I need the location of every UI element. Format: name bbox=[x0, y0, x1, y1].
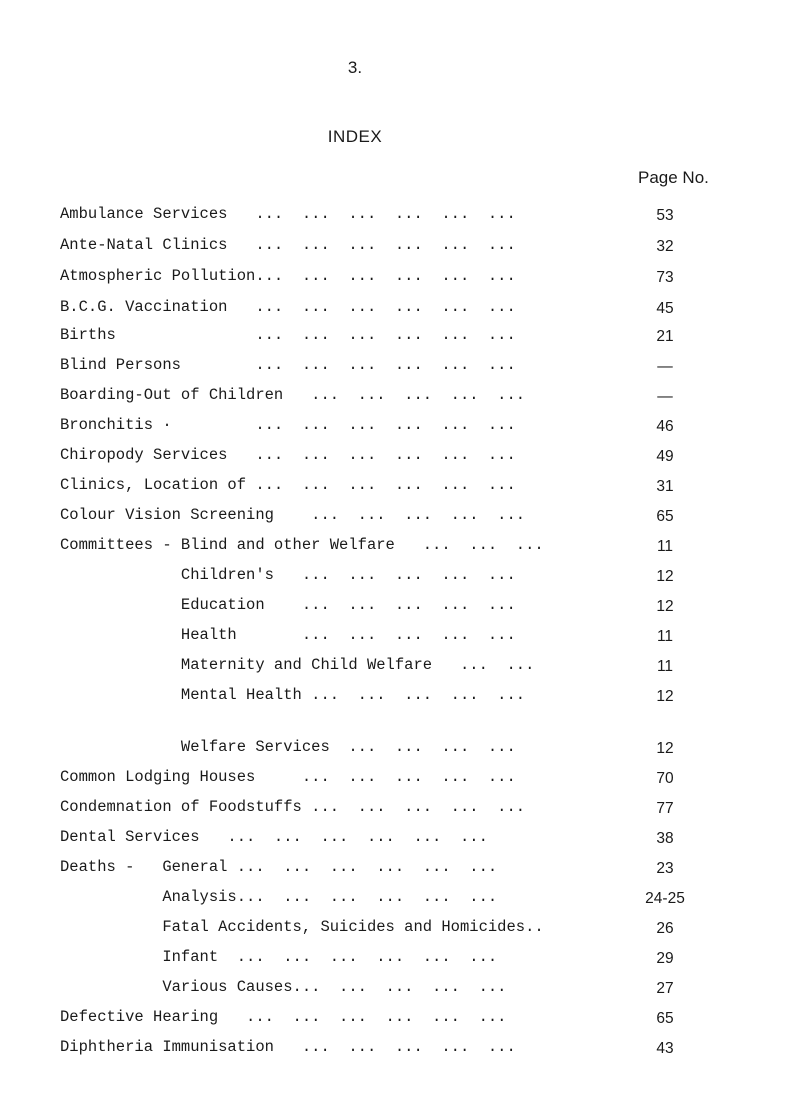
index-entry bbox=[0, 798, 800, 824]
entry-label: Analysis... ... ... ... ... ... bbox=[60, 888, 498, 906]
entry-label: Bronchitis · ... ... ... ... ... ... bbox=[60, 416, 516, 434]
index-entry bbox=[0, 918, 800, 944]
entry-label: Various Causes... ... ... ... ... bbox=[60, 978, 507, 996]
entry-label: Chiropody Services ... ... ... ... ... ... bbox=[60, 446, 516, 464]
entry-label: Clinics, Location of ... ... ... ... ... ... bbox=[60, 476, 516, 494]
entry-label: Deaths - General ... ... ... ... ... ... bbox=[60, 858, 498, 876]
entry-label: Diphtheria Immunisation ... ... ... ... ... bbox=[60, 1038, 516, 1056]
entry-page: 38 bbox=[656, 830, 674, 847]
entry-page: 12 bbox=[656, 598, 674, 615]
page-column-header: Page No. bbox=[638, 168, 709, 187]
entry-label: Boarding-Out of Children ... ... ... ... ... bbox=[60, 386, 526, 404]
entry-label: Infant ... ... ... ... ... ... bbox=[60, 948, 498, 966]
index-entry bbox=[0, 738, 800, 764]
index-entry bbox=[0, 536, 800, 562]
entry-label: Committees - Blind and other Welfare ... ... ... bbox=[60, 536, 544, 554]
index-entry bbox=[0, 446, 800, 472]
entry-label: Defective Hearing ... ... ... ... ... ... bbox=[60, 1008, 507, 1026]
index-entry bbox=[0, 686, 800, 712]
entry-label: Births ... ... ... ... ... ... bbox=[60, 326, 516, 344]
index-entry bbox=[0, 326, 800, 352]
entry-label: B.C.G. Vaccination ... ... ... ... ... ... bbox=[60, 298, 516, 316]
index-entry bbox=[0, 596, 800, 622]
entry-label: Mental Health ... ... ... ... ... bbox=[60, 686, 526, 704]
entry-page: 49 bbox=[656, 448, 674, 465]
entry-page: 31 bbox=[656, 478, 674, 495]
entry-label: Colour Vision Screening ... ... ... ... ... bbox=[60, 506, 526, 524]
index-entry bbox=[0, 768, 800, 794]
index-entry bbox=[0, 506, 800, 532]
entry-page: 70 bbox=[656, 770, 674, 787]
entry-page: 65 bbox=[656, 1010, 674, 1027]
entry-page: 29 bbox=[656, 950, 674, 967]
page-title: INDEX bbox=[327, 127, 383, 146]
entry-page: 77 bbox=[656, 800, 674, 817]
entry-label: Condemnation of Foodstuffs ... ... ... ... ... bbox=[60, 798, 526, 816]
index-entry bbox=[0, 656, 800, 682]
index-entry bbox=[0, 386, 800, 412]
entry-page: 21 bbox=[656, 328, 674, 345]
index-entry bbox=[0, 205, 800, 231]
entry-label: Health ... ... ... ... ... bbox=[60, 626, 516, 644]
page-number: 3. bbox=[347, 58, 363, 77]
entry-page: 11 bbox=[656, 658, 674, 675]
index-entry bbox=[0, 476, 800, 502]
entry-label: Dental Services ... ... ... ... ... ... bbox=[60, 828, 488, 846]
index-entry bbox=[0, 978, 800, 1004]
index-entry bbox=[0, 298, 800, 324]
entry-page: 23 bbox=[656, 860, 674, 877]
entry-page: 24-25 bbox=[645, 890, 685, 907]
entry-page: — bbox=[657, 358, 673, 375]
entry-page: 73 bbox=[656, 269, 674, 286]
entry-page: 26 bbox=[656, 920, 674, 937]
index-entry bbox=[0, 356, 800, 382]
entry-label: Maternity and Child Welfare ... ... bbox=[60, 656, 535, 674]
index-entry bbox=[0, 236, 800, 262]
entry-page: 65 bbox=[656, 508, 674, 525]
index-entry bbox=[0, 416, 800, 442]
entry-page: 27 bbox=[656, 980, 674, 997]
index-entry bbox=[0, 566, 800, 592]
entry-label: Education ... ... ... ... ... bbox=[60, 596, 516, 614]
index-entry bbox=[0, 948, 800, 974]
index-entry bbox=[0, 888, 800, 914]
entry-label: Children's ... ... ... ... ... bbox=[60, 566, 516, 584]
entry-page: 45 bbox=[656, 300, 674, 317]
index-entry bbox=[0, 1008, 800, 1034]
entry-page: 12 bbox=[656, 688, 674, 705]
entry-page: 11 bbox=[656, 628, 674, 645]
entry-page: — bbox=[657, 388, 673, 405]
index-entry bbox=[0, 828, 800, 854]
index-entry bbox=[0, 858, 800, 884]
entry-label: Common Lodging Houses ... ... ... ... ... bbox=[60, 768, 516, 786]
entry-label: Fatal Accidents, Suicides and Homicides.. bbox=[60, 918, 544, 936]
index-entry bbox=[0, 1038, 800, 1064]
entry-label: Atmospheric Pollution... ... ... ... ... ... bbox=[60, 267, 516, 285]
entry-page: 12 bbox=[656, 740, 674, 757]
entry-page: 11 bbox=[656, 538, 674, 555]
entry-label: Welfare Services ... ... ... ... bbox=[60, 738, 516, 756]
index-entry bbox=[0, 626, 800, 652]
index-entry bbox=[0, 267, 800, 293]
entry-page: 32 bbox=[656, 238, 674, 255]
entry-page: 46 bbox=[656, 418, 674, 435]
entry-page: 12 bbox=[656, 568, 674, 585]
entry-page: 43 bbox=[656, 1040, 674, 1057]
entry-page: 53 bbox=[656, 207, 674, 224]
entry-label: Ante-Natal Clinics ... ... ... ... ... ... bbox=[60, 236, 516, 254]
entry-label: Ambulance Services ... ... ... ... ... ... bbox=[60, 205, 516, 223]
entry-label: Blind Persons ... ... ... ... ... ... bbox=[60, 356, 516, 374]
